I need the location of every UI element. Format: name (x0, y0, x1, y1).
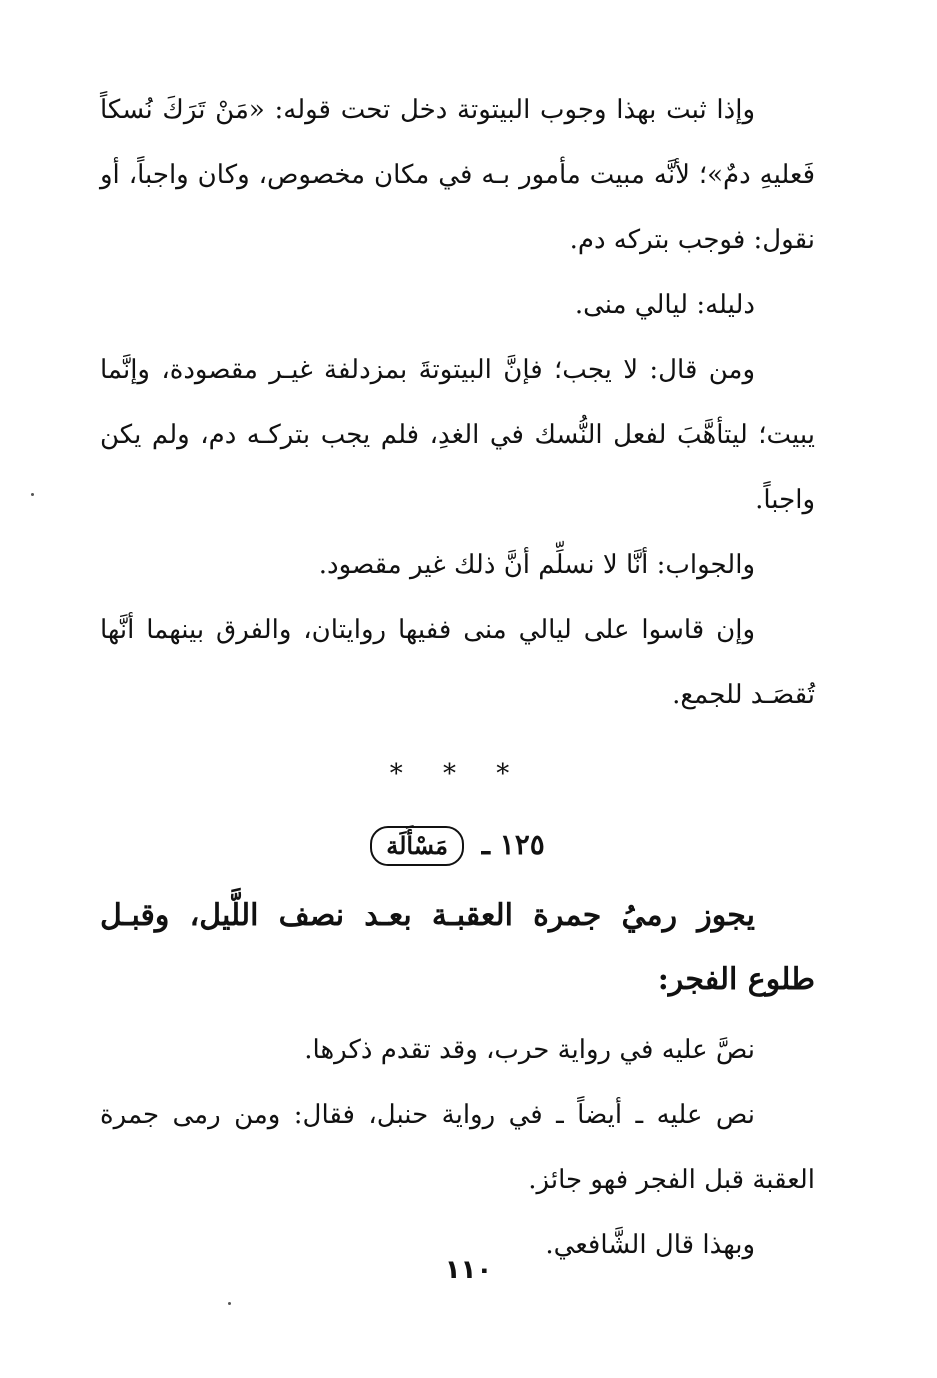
scan-speck (31, 493, 34, 496)
paragraph: وإن قاسوا على ليالي منى ففيها روايتان، والفرق بينهما أنَّها تُقصَـد للجمع. (100, 615, 815, 710)
section-separator: * * * (389, 759, 526, 789)
page-body (100, 78, 815, 1278)
paragraph: نصَّ عليه في رواية حرب، وقد تقدم ذكرها. (304, 1035, 755, 1065)
section-heading (100, 812, 815, 878)
scan-speck (228, 1302, 231, 1305)
section-statement: يجوز رميُ جمرة العقبـة بعـد نصف اللَّيل، وقبـل طلوع الفجر: (100, 898, 815, 997)
paragraph: نص عليه ـ أيضاً ـ في رواية حنبل، فقال: ومن رمى جمرة العقبة قبل الفجر فهو جائز. (100, 1100, 815, 1195)
paragraph: ومن قال: لا يجب؛ فإنَّ البيتوتةَ بمزدلفة غيـر مقصودة، وإنَّما يبيت؛ ليتأهَّبَ لفعل النُّسك في الغدِ، فلم يجب بتركـه دم، ولم يكن واجباً. (100, 355, 815, 515)
paragraph: دليله: ليالي منى. (574, 290, 755, 320)
paragraph: والجواب: أنَّا لا نسلِّم أنَّ ذلك غير مقصود. (318, 550, 755, 580)
section-number: ١٢٥ ـ (481, 828, 545, 861)
paragraph: وبهذا قال الشَّافعي. (545, 1230, 755, 1260)
section-title-ornament: مَسْأَلَة (370, 826, 464, 866)
paragraph: وإذا ثبت بهذا وجوب البيتوتة دخل تحت قوله: «مَنْ تَرَكَ نُسكاً فَعليهِ دمٌ»؛ لأنَّه مبيت مأمور بـه في مكان مخصوص، وكان واجباً، أو نقول: فوجب بتركه دم. (100, 95, 815, 255)
page-number: ١١٠ (444, 1255, 493, 1285)
